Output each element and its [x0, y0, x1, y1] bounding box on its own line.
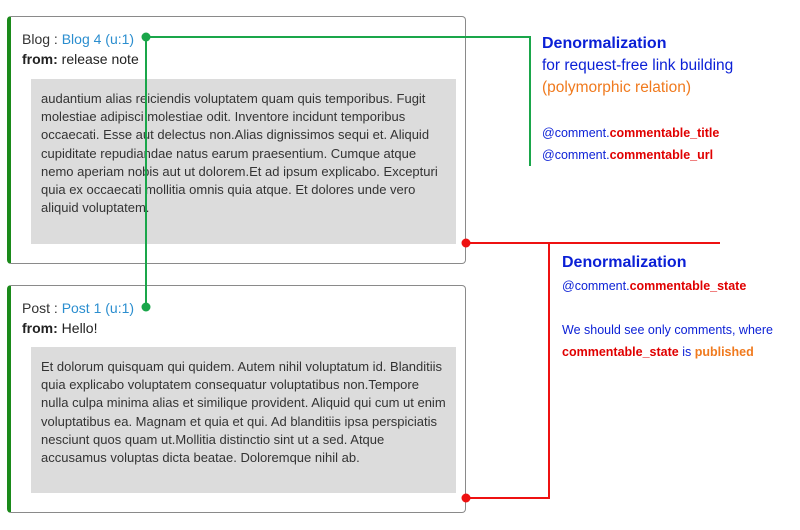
- green-note-relation: (polymorphic relation): [542, 79, 692, 96]
- from-label: from:: [22, 320, 58, 336]
- green-note-field-title: [542, 126, 719, 140]
- comment-card-post: [7, 285, 466, 513]
- condition-value: published: [694, 345, 754, 359]
- comment-body: audantium alias reiciendis voluptatem quam quis temporibus. Fugit molestiae adipisci molestiae odit. Inventore incidunt temporibus occaecati. Esse aut delectus non.Alias dignissimos sequi et. Aliquid cupiditate repudiandae natus earum praesentium. Cumque atque nemo aperiam nobis aut ut dolorem.Et ad ipsum explicabo. Excepturi quia ex occaecati mollitia omnis quia atque. Et dolores unde vero aliquid voluptatem.: [31, 79, 456, 244]
- from-value: release note: [61, 51, 139, 67]
- commentable-type: Blog: [22, 31, 51, 47]
- red-note-condition: [562, 345, 754, 359]
- field-prefix: @comment.: [542, 126, 610, 140]
- separator: :: [50, 31, 62, 47]
- commentable-type: Post: [22, 300, 51, 316]
- card-from: [22, 51, 139, 67]
- commentable-link[interactable]: Blog 4 (u:1): [61, 31, 135, 47]
- card-header: [22, 300, 134, 316]
- card-from: [22, 320, 97, 336]
- red-note-field-state: [562, 279, 746, 293]
- from-label: from:: [22, 51, 58, 67]
- card-header: [22, 31, 134, 47]
- red-note-title: Denormalization: [562, 254, 687, 271]
- green-note-subtitle: for request-free link building: [542, 57, 734, 74]
- green-note-title: Denormalization: [542, 35, 667, 52]
- separator: :: [50, 300, 62, 316]
- commentable-link[interactable]: Post 1 (u:1): [61, 300, 135, 316]
- comment-body: Et dolorum quisquam qui quidem. Autem nihil voluptatum id. Blanditiis quia explicabo voluptatem consequatur voluptatibus non.Tempore nulla culpa minima alias et similique provident. Aliquid qui cum ut enim voluptatibus ea. Magnam et quia et qui. Ad blanditiis ipsa perspiciatis nesciunt quos quam ut.Mollitia distinctio sint ut a sed. Atque accusamus voluptas dicta beatae. Doloremque nihil ab.: [31, 347, 456, 493]
- green-note-field-url: [542, 148, 713, 162]
- field-prefix: @comment.: [562, 279, 630, 293]
- comment-card-blog: [7, 16, 466, 264]
- condition-is: is: [678, 345, 695, 359]
- condition-field: commentable_state: [562, 345, 679, 359]
- field-prefix: @comment.: [542, 148, 610, 162]
- from-value: Hello!: [61, 320, 98, 336]
- field-name: commentable_url: [609, 148, 714, 162]
- field-name: commentable_state: [629, 279, 747, 293]
- red-connector-path: [466, 243, 549, 498]
- red-note-explanation: We should see only comments, where: [562, 323, 773, 337]
- field-name: commentable_title: [609, 126, 720, 140]
